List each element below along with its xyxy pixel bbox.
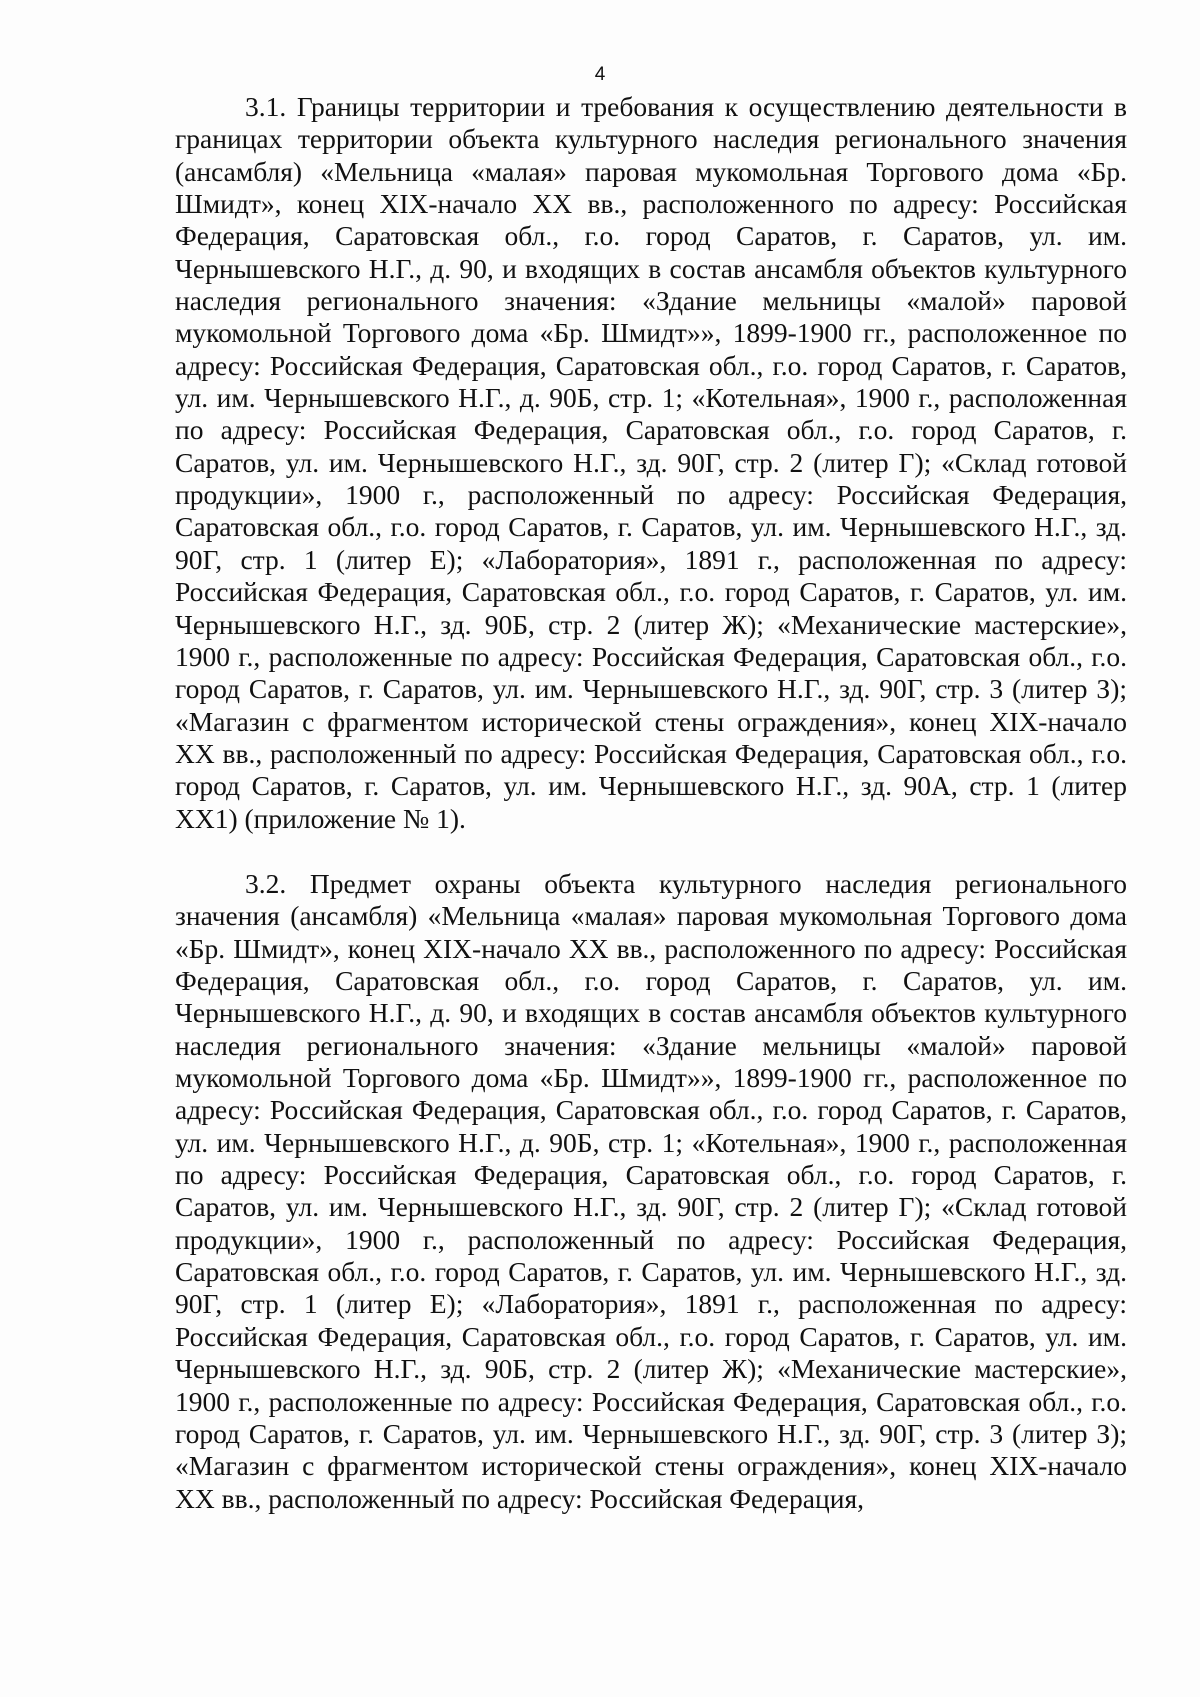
page-number: 4 — [594, 64, 606, 85]
paragraph-3-1: 3.1. Границы территории и требования к осуществлению деятельности в границах территории объекта культурного наследия регионального значения (ансамбля) «Мельница «малая» паровая мукомольная Торгового дома «Бр. Шмидт», конец XIX-начало XX вв., расположенного по адресу: Российская Федерация, Саратовская обл., г.о. город Саратов, г. Саратов, ул. им. Чернышевского Н.Г., д. 90, и входящих в состав ансамбля объектов культурного наследия регионального значения: «Здание мельницы «малой» паровой мукомольной Торгового дома «Бр. Шмидт»», 1899-1900 гг., расположенное по адресу: Российская Федерация, Саратовская обл., г.о. город Саратов, г. Саратов, ул. им. Чернышевского Н.Г., д. 90Б, стр. 1; «Котельная», 1900 г., расположенная по адресу: Российская Федерация, Саратовская обл., г.о. город Саратов, г. Саратов, ул. им. Чернышевского Н.Г., зд. 90Г, стр. 2 (литер Г); «Склад готовой продукции», 1900 г., расположенный по адресу: Российская Федерация, Саратовская обл., г.о. город Саратов, г. Саратов, ул. им. Чернышевского Н.Г., зд. 90Г, стр. 1 (литер Е); «Лаборатория», 1891 г., расположенная по адресу: Российская Федерация, Саратовская обл., г.о. город Саратов, г. Саратов, ул. им. Чернышевского Н.Г., зд. 90Б, стр. 2 (литер Ж); «Механические мастерские», 1900 г., расположенные по адресу: Российская Федерация, Саратовская обл., г.о. город Саратов, г. Саратов, ул. им. Чернышевского Н.Г., зд. 90Г, стр. 3 (литер З); «Магазин с фрагментом исторической стены ограждения», конец XIX-начало XX вв., расположенный по адресу: Российская Федерация, Саратовская обл., г.о. город Саратов, г. Саратов, ул. им. Чернышевского Н.Г., зд. 90А, стр. 1 (литер XX1) (приложение № 1). — [175, 91, 1127, 834]
paragraph-3-2: 3.2. Предмет охраны объекта культурного наследия регионального значения (ансамбля) «Мельница «малая» паровая мукомольная Торгового дома «Бр. Шмидт», конец XIX-начало XX вв., расположенного по адресу: Российская Федерация, Саратовская обл., г.о. город Саратов, г. Саратов, ул. им. Чернышевского Н.Г., д. 90, и входящих в состав ансамбля объектов культурного наследия регионального значения: «Здание мельницы «малой» паровой мукомольной Торгового дома «Бр. Шмидт»», 1899-1900 гг., расположенное по адресу: Российская Федерация, Саратовская обл., г.о. город Саратов, г. Саратов, ул. им. Чернышевского Н.Г., д. 90Б, стр. 1; «Котельная», 1900 г., расположенная по адресу: Российская Федерация, Саратовская обл., г.о. город Саратов, г. Саратов, ул. им. Чернышевского Н.Г., зд. 90Г, стр. 2 (литер Г); «Склад готовой продукции», 1900 г., расположенный по адресу: Российская Федерация, Саратовская обл., г.о. город Саратов, г. Саратов, ул. им. Чернышевского Н.Г., зд. 90Г, стр. 1 (литер Е); «Лаборатория», 1891 г., расположенная по адресу: Российская Федерация, Саратовская обл., г.о. город Саратов, г. Саратов, ул. им. Чернышевского Н.Г., зд. 90Б, стр. 2 (литер Ж); «Механические мастерские», 1900 г., расположенные по адресу: Российская Федерация, Саратовская обл., г.о. город Саратов, г. Саратов, ул. им. Чернышевского Н.Г., зд. 90Г, стр. 3 (литер З); «Магазин с фрагментом исторической стены ограждения», конец XIX-начало XX вв., расположенный по адресу: Российская Федерация, — [175, 868, 1127, 1514]
